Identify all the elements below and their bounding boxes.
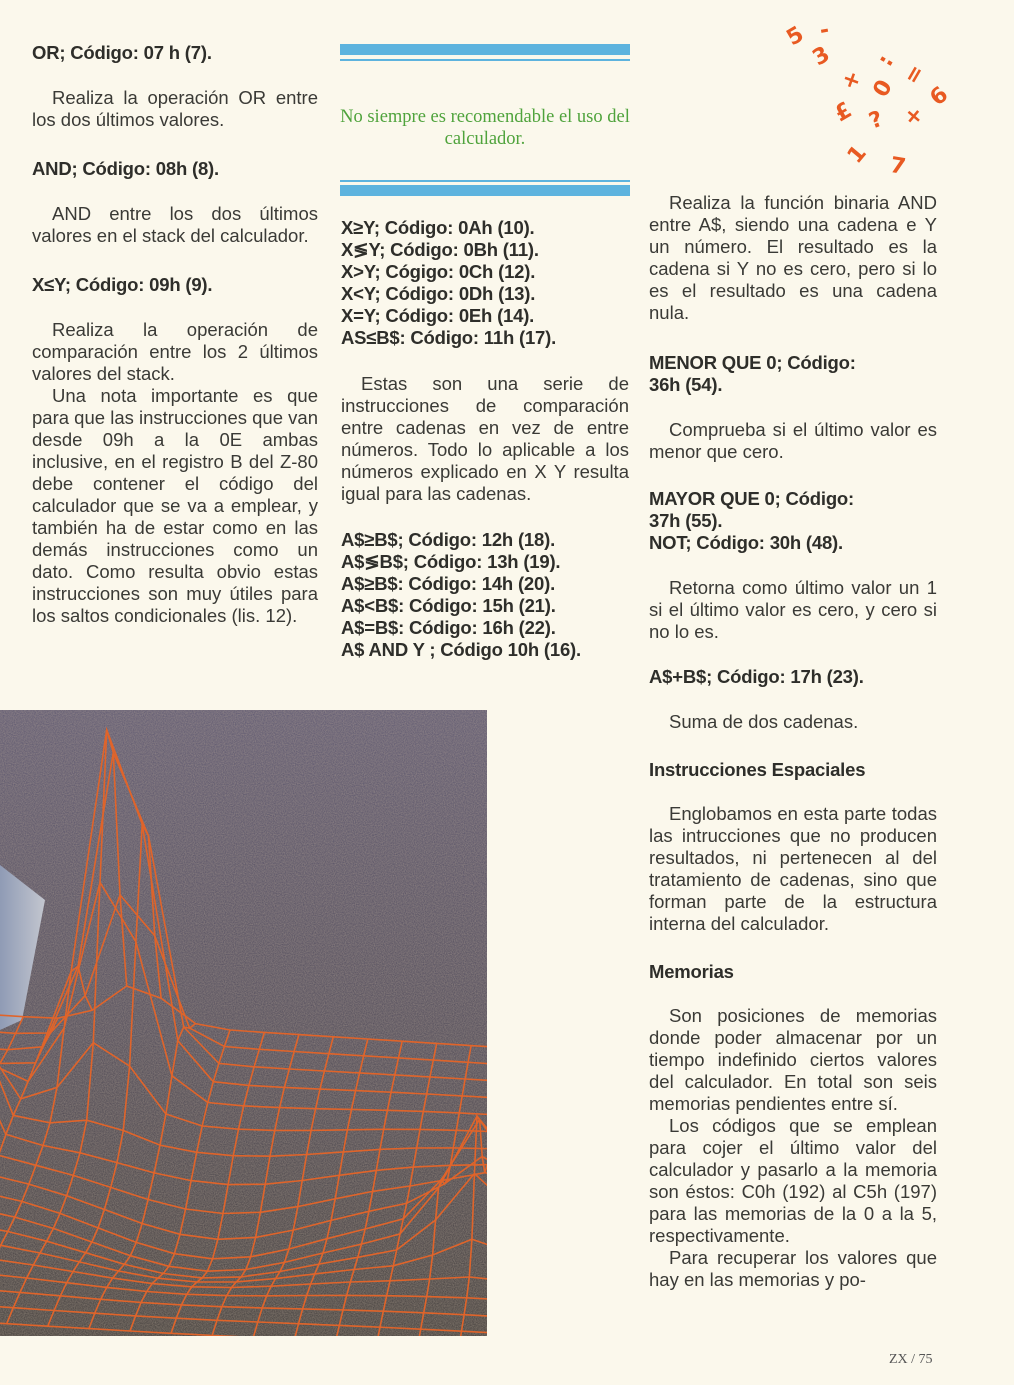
glyph-minus: - xyxy=(817,17,832,44)
glyph-1: 1 xyxy=(842,140,872,169)
and-string-paragraph: Realiza la función binaria AND entre A$, siendo una cadena e Y un número. El resultado es la cadena si Y no es cero, pero si lo es el resultado es una cadena nula. xyxy=(649,192,937,323)
code-line: A$≥B$: Código: 14h (20). xyxy=(341,573,556,594)
glyph-0: 0 xyxy=(868,75,898,102)
glyph-question: ? xyxy=(865,106,887,135)
column-2 xyxy=(341,217,629,661)
pull-quote-bottom-rule xyxy=(340,180,630,182)
glyph-3: 3 xyxy=(808,41,835,72)
glyph-colon: : xyxy=(872,50,900,71)
xley-paragraph-1: Realiza la operación de comparación entre los 2 últimos valores del stack. xyxy=(32,319,318,384)
memorias-paragraph-1: Son posiciones de memorias donde poder almacenar por un tiempo indefinido ciertos valores del calculador. En total son seis memorias pendientes entre sí. xyxy=(649,1005,937,1114)
code-line: AS≤B$: Código: 11h (17). xyxy=(341,327,557,348)
espaciales-paragraph: Englobamos en esta parte todas las intrucciones que no producen resultados, ni pertenecen al del tratamiento de cadenas, sino que forman parte de la estructura interna del calculador. xyxy=(649,803,937,934)
pull-quote xyxy=(340,44,630,197)
code-line: X≶Y; Código: 0Bh (11). xyxy=(341,239,539,260)
column-3 xyxy=(649,192,937,1291)
code-line: A$≥B$; Código: 12h (18). xyxy=(341,529,556,550)
glyph-plus: + xyxy=(838,65,865,96)
not-paragraph: Retorna como último valor un 1 si el último valor es cero, y cero si no lo es. xyxy=(649,577,937,642)
wireframe-illustration xyxy=(0,710,487,1336)
code-line: A$ AND Y ; Código 10h (16). xyxy=(341,639,581,660)
code-line: A$=B$: Código: 16h (22). xyxy=(341,617,556,638)
code-line: A$≶B$; Código: 13h (19). xyxy=(341,551,561,572)
menor-heading: MENOR QUE 0; Código: 36h (54). xyxy=(649,352,856,395)
strings-paragraph: Estas son una serie de instrucciones de comparación entre cadenas en vez de entre números. Todo lo aplicable a los números explicado en X Y resulta igual para las cadenas. xyxy=(341,373,629,504)
or-paragraph: Realiza la operación OR entre los dos últimos valores. xyxy=(32,87,318,130)
xley-heading: X≤Y; Código: 09h (9). xyxy=(32,274,213,295)
not-heading: NOT; Código: 30h (48). xyxy=(649,532,843,553)
xley-paragraph-2: Una nota importante es que para que las instrucciones que van desde 09h a la 0E ambas inclusive, en el registro B del Z-80 debe contener el código del calculador que se va a emplear, y también ha de estar como en las demás instrucciones como un dato. Como resulta obvio estas instrucciones son muy útiles para los saltos condicionales (lis. 12). xyxy=(32,385,318,626)
glyph-plus: + xyxy=(898,101,929,133)
menor-paragraph: Comprueba si el último valor es menor que cero. xyxy=(649,419,937,462)
wireframe-surface-image xyxy=(0,710,487,1336)
glyph-equals: = xyxy=(899,60,931,89)
espaciales-heading: Instrucciones Espaciales xyxy=(649,759,866,780)
memorias-paragraph-3: Para recuperar los valores que hay en las memorias y po- xyxy=(649,1247,937,1290)
code-line: X<Y; Código: 0Dh (13). xyxy=(341,283,536,304)
and-heading: AND; Código: 08h (8). xyxy=(32,158,219,179)
math-symbols-decoration xyxy=(780,17,960,186)
concat-heading: A$+B$; Código: 17h (23). xyxy=(649,666,864,687)
code-line: X=Y; Código: 0Eh (14). xyxy=(341,305,535,326)
memorias-paragraph-2: Los códigos que se emplean para cojer el último valor del calculador y pasarlo a la memoria son éstos: C0h (192) al C5h (197) para las memorias de la 0 a la 5, respectivamente. xyxy=(649,1115,937,1246)
glyph-pound: £ xyxy=(830,97,857,128)
concat-paragraph: Suma de dos cadenas. xyxy=(669,711,859,732)
glyph-7: 7 xyxy=(888,152,908,181)
mayor-heading: MAYOR QUE 0; Código: 37h (55). xyxy=(649,488,854,531)
pull-quote-text: No siempre es recomendable el uso del calculador. xyxy=(340,107,630,149)
page-folio: ZX / 75 xyxy=(889,1352,933,1367)
glyph-5: 5 xyxy=(782,21,809,52)
column-1 xyxy=(32,42,318,627)
memorias-heading: Memorias xyxy=(649,961,734,982)
or-heading: OR; Código: 07 h (7). xyxy=(32,42,212,63)
code-line: X≥Y; Código: 0Ah (10). xyxy=(341,217,535,238)
code-line: X>Y; Cógigo: 0Ch (12). xyxy=(341,261,536,282)
illustration-grain xyxy=(0,710,487,1336)
pull-quote-top-bar xyxy=(340,44,630,55)
pull-quote-bottom-bar xyxy=(340,185,630,196)
glyph-6: 6 xyxy=(925,82,954,112)
pull-quote-top-rule xyxy=(340,59,630,61)
code-line: A$<B$: Código: 15h (21). xyxy=(341,595,556,616)
and-paragraph: AND entre los dos últimos valores en el stack del calculador. xyxy=(32,203,318,246)
